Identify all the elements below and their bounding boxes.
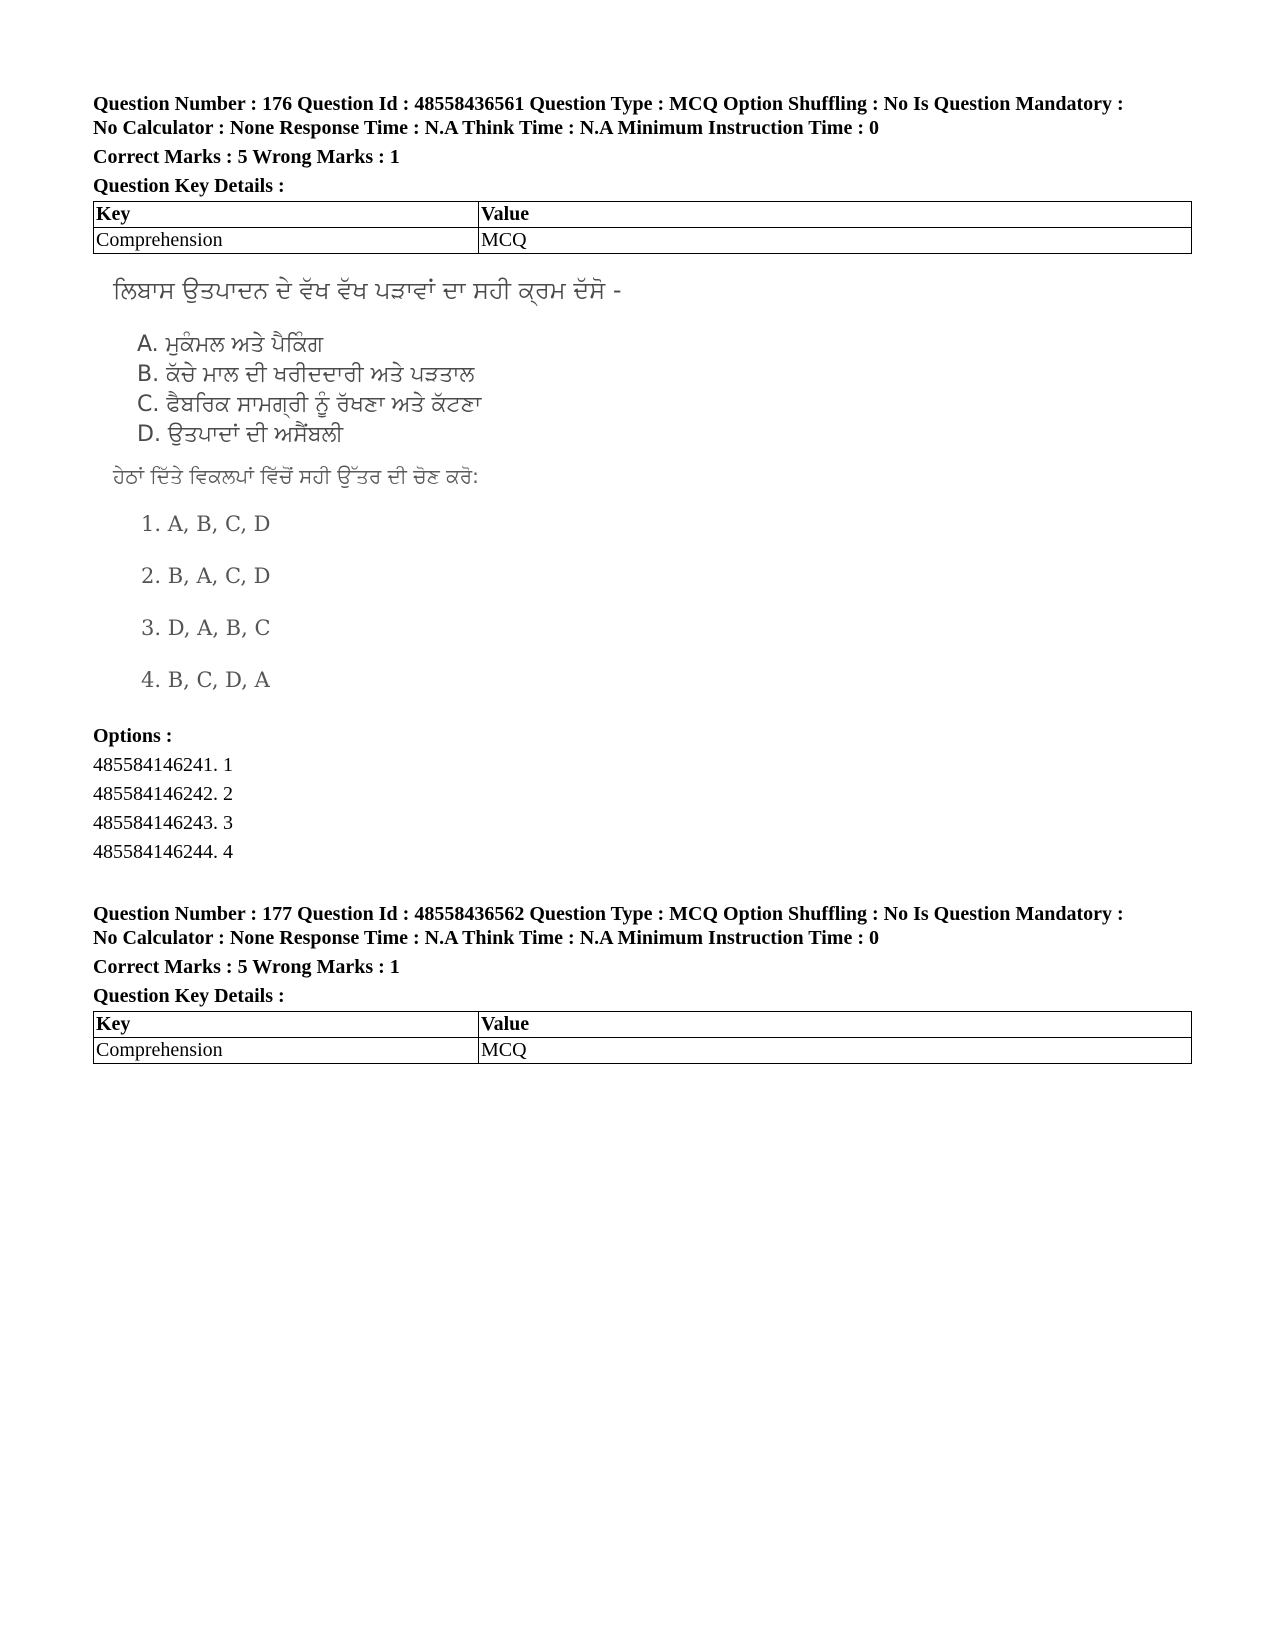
table-header-value: Value bbox=[479, 202, 1192, 228]
table-header-key: Key bbox=[94, 202, 479, 228]
question-176 bbox=[93, 92, 1193, 864]
question-meta-line-2: No Calculator : None Response Time : N.A Think Time : N.A Minimum Instruction Time : 0 bbox=[93, 117, 879, 139]
options-label: Options : bbox=[93, 725, 173, 747]
table-header-row bbox=[94, 202, 1192, 228]
table-header-key: Key bbox=[94, 1012, 479, 1038]
option-item: 485584146244. 4 bbox=[93, 841, 233, 863]
table-cell-key: Comprehension bbox=[94, 228, 479, 254]
question-image bbox=[113, 276, 622, 716]
statement-c: C. ਫੈਬਰਿਕ ਸਾਮਗ੍ਰੀ ਨੂੰ ਰੱਖਣਾ ਅਤੇ ਕੱਟਣਾ bbox=[137, 392, 482, 417]
option-item: 485584146242. 2 bbox=[93, 783, 233, 805]
choice-1: 1. A, B, C, D bbox=[141, 512, 271, 536]
document-page bbox=[93, 92, 1193, 1090]
question-meta-line-1: Question Number : 177 Question Id : 48558436562 Question Type : MCQ Option Shuffling : No Is Question Mandatory : bbox=[93, 903, 1124, 925]
table-cell-value: MCQ bbox=[479, 228, 1192, 254]
table-header-row bbox=[94, 1012, 1192, 1038]
table-cell-key: Comprehension bbox=[94, 1038, 479, 1064]
question-177 bbox=[93, 902, 1193, 1064]
statement-d: D. ਉਤਪਾਦਾਂ ਦੀ ਅਸੈਂਬਲੀ bbox=[137, 422, 344, 447]
table-row bbox=[94, 1038, 1192, 1064]
statement-b: B. ਕੱਚੇ ਮਾਲ ਦੀ ਖਰੀਦਦਾਰੀ ਅਤੇ ਪੜਤਾਲ bbox=[137, 362, 475, 387]
key-details-table bbox=[93, 1011, 1192, 1064]
question-instruction: ਹੇਠਾਂ ਦਿੱਤੇ ਵਿਕਲਪਾਂ ਵਿੱਚੋਂ ਸਹੀ ਉੱਤਰ ਦੀ ਚੋਣ ਕਰੋ: bbox=[113, 464, 479, 488]
marks-line: Correct Marks : 5 Wrong Marks : 1 bbox=[93, 956, 400, 978]
table-cell-value: MCQ bbox=[479, 1038, 1192, 1064]
choice-4: 4. B, C, D, A bbox=[141, 668, 270, 692]
question-stem: ਲਿਬਾਸ ਉਤਪਾਦਨ ਦੇ ਵੱਖ ਵੱਖ ਪੜਾਵਾਂ ਦਾ ਸਹੀ ਕ੍ਰਮ ਦੱਸੋ - bbox=[113, 276, 622, 304]
table-header-value: Value bbox=[479, 1012, 1192, 1038]
option-item: 485584146243. 3 bbox=[93, 812, 233, 834]
choice-3: 3. D, A, B, C bbox=[141, 616, 271, 640]
choice-2: 2. B, A, C, D bbox=[141, 564, 271, 588]
question-meta-line-2: No Calculator : None Response Time : N.A Think Time : N.A Minimum Instruction Time : 0 bbox=[93, 927, 879, 949]
statement-a: A. ਮੁਕੰਮਲ ਅਤੇ ਪੈਕਿੰਗ bbox=[137, 332, 324, 357]
question-meta bbox=[93, 92, 1193, 140]
key-details-label: Question Key Details : bbox=[93, 175, 285, 197]
key-details-label: Question Key Details : bbox=[93, 985, 285, 1007]
option-item: 485584146241. 1 bbox=[93, 754, 233, 776]
question-meta-line-1: Question Number : 176 Question Id : 48558436561 Question Type : MCQ Option Shuffling : No Is Question Mandatory : bbox=[93, 93, 1124, 115]
key-details-table bbox=[93, 201, 1192, 254]
marks-line: Correct Marks : 5 Wrong Marks : 1 bbox=[93, 146, 400, 168]
table-row bbox=[94, 228, 1192, 254]
question-meta bbox=[93, 902, 1193, 950]
